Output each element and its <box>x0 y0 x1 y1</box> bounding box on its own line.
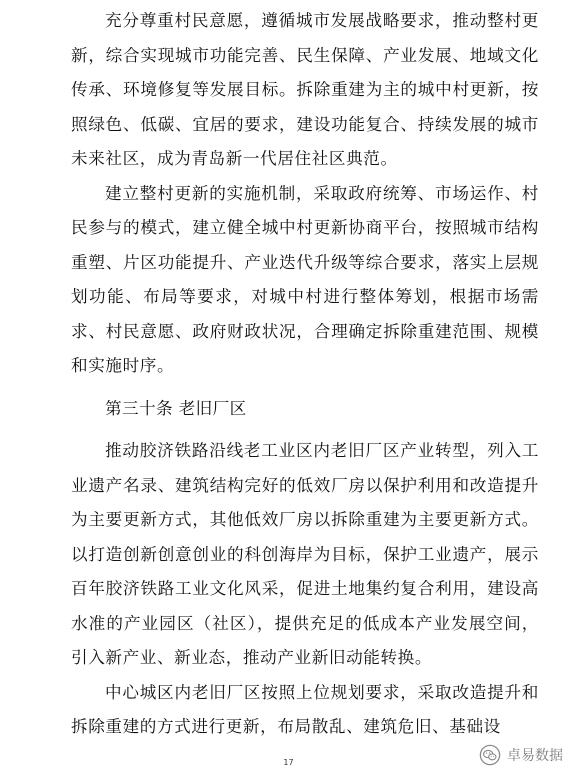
page-number: 17 <box>283 758 294 767</box>
wechat-icon <box>479 744 501 766</box>
paragraph: 中心城区内老旧厂区按照上位规划要求，采取改造提升和拆除重建的方式进行更新，布局散乱、建筑危旧、基础设 <box>71 682 539 736</box>
section-heading: 第三十条 老旧厂区 <box>105 398 247 418</box>
watermark <box>479 744 563 766</box>
paragraph: 建立整村更新的实施机制，采取政府统筹、市场运作、村民参与的模式，建立健全城中村更新协商平台，按照城市结构重塑、片区功能提升、产业迭代升级等综合要求，落实上层规划功能、布局等要求，对城中村进行整体筹划，根据市场需求、村民意愿、政府财政状况，合理确定拆除重建范围、规模和实施时序。 <box>71 183 539 375</box>
paragraph: 充分尊重村民意愿，遵循城市发展战略要求，推动整村更新，综合实现城市功能完善、民生保障、产业发展、地域文化传承、环境修复等发展目标。拆除重建为主的城中村更新，按照绿色、低碳、宜居的要求，建设功能复合、持续发展的城市未来社区，成为青岛新一代居住社区典范。 <box>71 11 539 168</box>
watermark-text: 卓易数据 <box>507 748 563 764</box>
paragraph: 推动胶济铁路沿线老工业区内老旧厂区产业转型，列入工业遗产名录、建筑结构完好的低效厂房以保护利用和改造提升为主要更新方式，其他低效厂房以拆除重建为主要更新方式。以打造创新创意创业的科创海岸为目标，保护工业遗产，展示百年胶济铁路工业文化风采，促进土地集约复合利用，建设高水准的产业园区（社区），提供充足的低成本产业发展空间，引入新产业、新业态，推动产业新旧动能转换。 <box>71 441 539 667</box>
document-body <box>71 4 539 745</box>
